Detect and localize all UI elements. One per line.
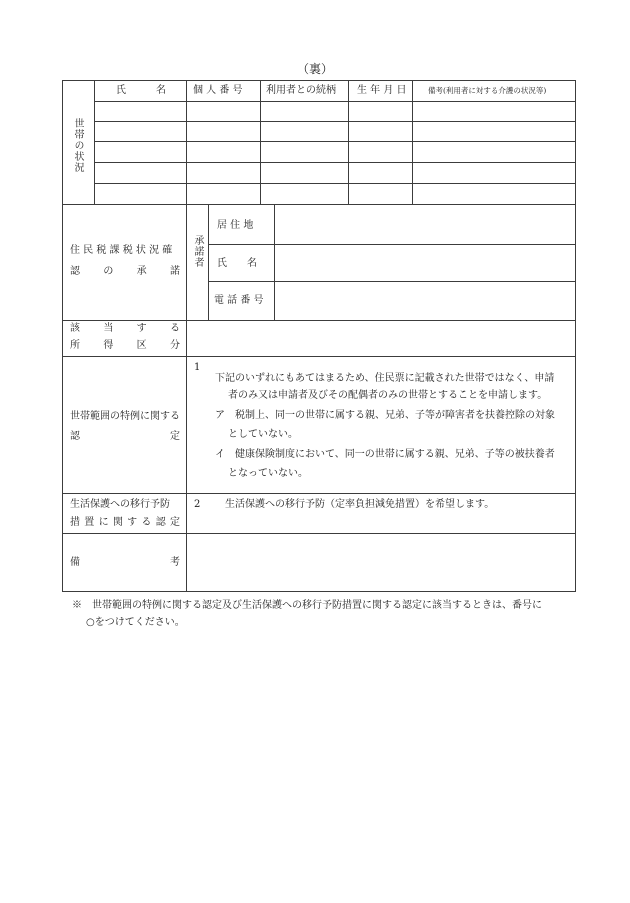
footnote-line-1: ※ 世帯範囲の特例に関する認定及び生活保護への移行予防措置に関する認定に該当するときは、番号に [72,600,542,611]
tax-consent-label-line2: 認 の 承 諾 [70,266,180,277]
special-number[interactable]: 1 [194,362,201,373]
income-label-line1: 該 当 す る [70,323,180,334]
consenter-label: 承諾者 [192,235,203,268]
application-form-table [62,80,576,592]
tax-consent-label-line1: 住 民 税 課 税 状 況 確 [70,245,173,256]
header-relationship: 利用者との続柄 [266,85,336,96]
footnote-line-2: ○をつけてください。 [86,617,185,628]
header-name: 氏 名 [116,85,166,96]
special-line-3: ア 税制上、同一の世帯に属する親、兄弟、子等が障害者を扶養控除の対象 [215,410,555,421]
header-remarks: 備考(利用者に対する介護の状況等) [428,86,547,95]
special-line-1: 下記のいずれにもあてはまるため、住民票に記載された世帯ではなく、申請 [215,373,555,384]
household-status-label: 世帯の状況 [72,118,83,173]
welfare-text: 生活保護への移行予防（定率負担減免措置）を希望します。 [225,499,495,510]
header-individual-number: 個 人 番 号 [193,85,243,96]
special-label-line1: 世帯範囲の特例に関する [70,411,180,422]
welfare-label-line1: 生活保護への移行予防 [70,499,170,510]
special-line-5: イ 健康保険制度において、同一の世帯に属する親、兄弟、子等の被扶養者 [215,449,555,460]
special-label-line2: 認 定 [70,431,180,442]
special-line-6: となっていない。 [228,468,308,479]
field-label-phone: 電 話 番 号 [214,295,264,306]
welfare-number[interactable]: 2 [194,499,201,510]
page-title: （裏） [296,62,333,76]
remarks-label: 備 考 [70,557,180,568]
income-label-line2: 所 得 区 分 [70,340,180,351]
header-birthdate: 生 年 月 日 [357,85,407,96]
welfare-label-line2: 措 置 に 関 す る 認 定 [70,517,180,528]
field-label-name: 氏 名 [217,258,257,269]
special-line-4: としていない。 [228,429,298,440]
field-label-address: 居 住 地 [217,220,254,231]
special-line-2: 者のみ又は申請者及びその配偶者のみの世帯とすることを申請します。 [228,390,548,401]
